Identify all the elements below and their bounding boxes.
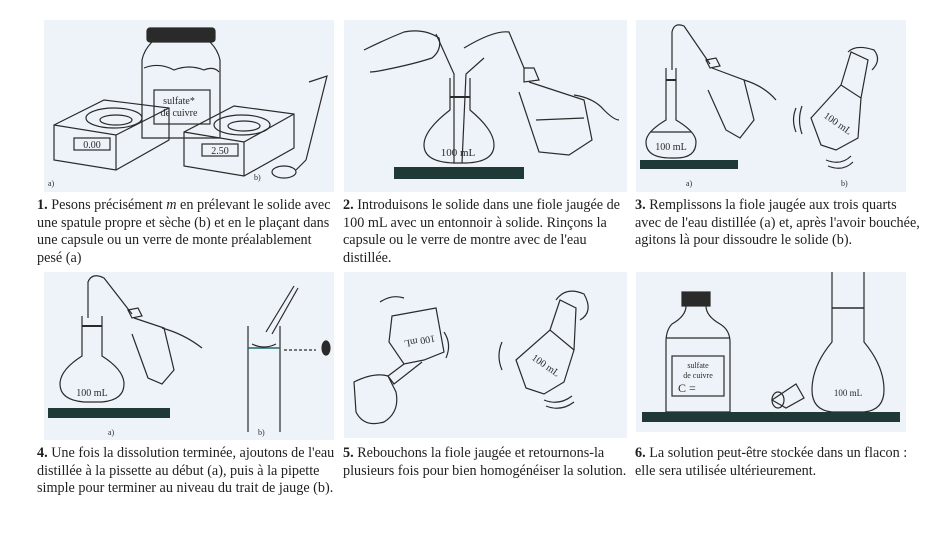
step-6-illustration bbox=[636, 272, 906, 432]
step-number: 6. bbox=[635, 445, 646, 461]
caption-text: La solution peut-être stockée dans un flacon : elle sera utilisée ultérieurement. bbox=[635, 445, 908, 479]
concentration-label: C = bbox=[678, 381, 696, 395]
step-5-illustration bbox=[344, 272, 627, 438]
filling-to-mark-drawing bbox=[44, 272, 334, 440]
label-a: a) bbox=[686, 179, 693, 188]
label-b: b) bbox=[254, 173, 261, 182]
flask-volume-label: 100 mL bbox=[529, 352, 562, 380]
flask-volume-label: 100 mL bbox=[440, 147, 476, 159]
inverted-flask-volume-label: 100 mL bbox=[403, 332, 436, 349]
step-4-caption bbox=[37, 445, 337, 498]
label-b: b) bbox=[258, 428, 265, 437]
step-number: 2. bbox=[343, 197, 354, 213]
bottle-label: sulfate bbox=[687, 361, 709, 370]
filling-and-shaking-drawing bbox=[636, 20, 906, 192]
step-number: 5. bbox=[343, 445, 354, 461]
step-2-illustration bbox=[344, 20, 627, 192]
flask-b-volume-label: 100 mL bbox=[821, 110, 854, 138]
step-5-caption bbox=[343, 445, 633, 480]
flask-volume-label: 100 mL bbox=[833, 388, 863, 398]
jar-label-2: de cuivre bbox=[160, 108, 198, 119]
label-b: b) bbox=[841, 179, 848, 188]
caption-text: Une fois la dissolution terminée, ajoutons de l'eau distillée à la pissette au début (a), puis à la pipette simple pour terminer au niveau du trait de jauge (b). bbox=[37, 445, 335, 496]
step-3-illustration bbox=[636, 20, 906, 192]
caption-text: Remplissons la fiole jaugée aux trois quarts avec de l'eau distillée (a) et, après l'avoir bouchée, agitons là pour dissoudre le solide (b). bbox=[635, 197, 920, 248]
flask-volume-label: 100 mL bbox=[655, 142, 687, 153]
step-1-illustration bbox=[44, 20, 334, 192]
caption-text: Rebouchons la fiole jaugée et retournons-la plusieurs fois pour bien homogénéiser la solution. bbox=[343, 445, 627, 479]
caption-text: Introduisons le solide dans une fiole jaugée de 100 mL avec un entonnoir à solide. Rinçons la capsule ou le verre de montre avec de l'eau distillée. bbox=[343, 197, 620, 266]
balance-b-display: 2.50 bbox=[211, 146, 229, 157]
step-4-illustration bbox=[44, 272, 334, 440]
step-2-caption bbox=[343, 197, 633, 267]
caption-text: Pesons précisément bbox=[47, 197, 167, 213]
step-6-caption bbox=[635, 445, 920, 480]
step-number: 4. bbox=[37, 445, 48, 461]
label-a: a) bbox=[108, 428, 115, 437]
step-number: 1. bbox=[37, 197, 48, 213]
step-3-caption bbox=[635, 197, 920, 250]
jar-label: sulfate* bbox=[163, 96, 195, 107]
funnel-and-wash-bottle-drawing bbox=[344, 20, 627, 192]
bottle-label-2: de cuivre bbox=[683, 371, 713, 380]
storage-bottle-drawing bbox=[636, 272, 906, 432]
mass-variable: m bbox=[166, 197, 177, 213]
balance-and-jar-drawing bbox=[44, 20, 334, 192]
label-a: a) bbox=[48, 179, 55, 188]
step-number: 3. bbox=[635, 197, 646, 213]
flask-volume-label: 100 mL bbox=[76, 388, 108, 399]
step-1-caption bbox=[37, 197, 337, 267]
caption-text: en prélevant le solide avec une spatule propre et sèche (b) et en le plaçant dans une capsule ou un verre de monte préalablement pesé (a) bbox=[37, 197, 331, 266]
inverting-flask-drawing bbox=[344, 272, 627, 438]
balance-a-display: 0.00 bbox=[83, 140, 101, 151]
